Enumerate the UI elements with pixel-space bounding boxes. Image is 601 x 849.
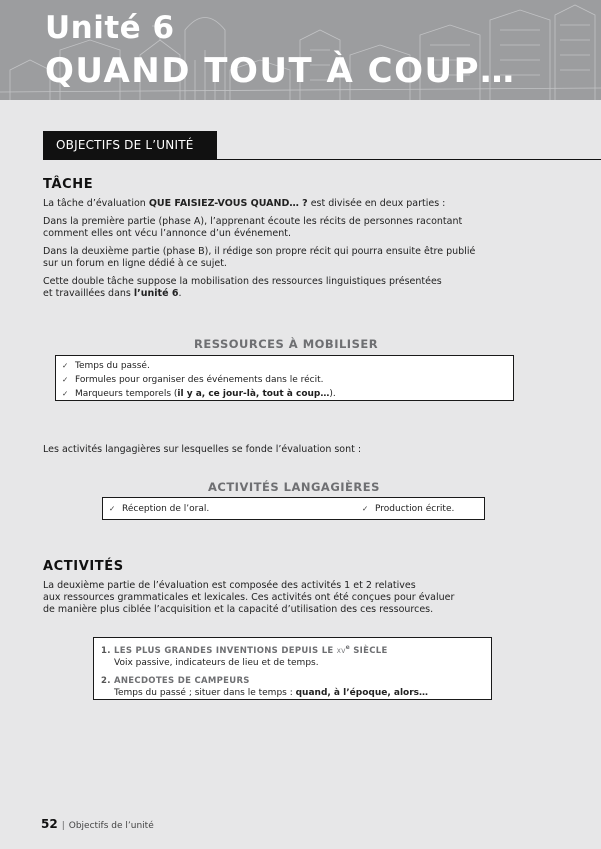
ressource-item: ✓ Formules pour organiser des événements dans le récit. (62, 375, 324, 385)
check-icon: ✓ (109, 504, 116, 513)
list-item-2-title: 2. ANECDOTES DE CAMPEURS (101, 675, 250, 686)
activites-paragraph: La deuxième partie de l’évaluation est composée des activités 1 et 2 relatives aux ressources grammaticales et lexicales. Ces activités ont été conçues pour évaluer de manière plus ciblée l’acquisition et la capacité d’utilisation des ces ressources. (43, 580, 455, 615)
unit-banner (0, 0, 601, 100)
activites-heading: ACTIVITÉS (43, 559, 124, 574)
ressources-box (55, 355, 514, 401)
footer-section: Objectifs de l’unité (68, 821, 154, 831)
activite-item: ✓ Réception de l’oral. (109, 504, 210, 514)
tache-paragraph-2: Dans la première partie (phase A), l’apprenant écoute les récits de personnes racontant comment elles ont vécu l’annonce d’un événement. (43, 216, 463, 239)
list-item-1-description: Voix passive, indicateurs de lieu et de temps. (114, 657, 319, 668)
page-number: 52 (41, 817, 58, 831)
list-item-1-title: 1. LES PLUS GRANDES INVENTIONS DEPUIS LE $xv^e$ SIÈCLE (101, 644, 388, 656)
unit-title: QUAND TOUT À COUP… (45, 51, 516, 91)
check-icon: ✓ (62, 375, 69, 384)
footer-separator: | (61, 821, 65, 831)
ressources-title: RESSOURCES À MOBILISER (194, 337, 379, 351)
activites-intro: Les activités langagières sur lesquelles se fonde l’évaluation sont : (43, 444, 362, 455)
unit-label: Unité 6 (45, 10, 175, 46)
list-item-2-description: Temps du passé ; situer dans le temps : quand, à l’époque, alors… (114, 687, 429, 698)
ressource-item: ✓ Marqueurs temporels (il y a, ce jour-là, tout à coup…). (62, 389, 336, 399)
activite-item: ✓ Production écrite. (362, 504, 455, 514)
tache-paragraph-4: Cette double tâche suppose la mobilisation des ressources linguistiques présentées et travaillées dans l’unité 6. (43, 276, 442, 299)
check-icon: ✓ (362, 504, 369, 513)
tache-heading: TÂCHE (43, 177, 94, 192)
tache-paragraph-1: La tâche d’évaluation QUE FAISIEZ-VOUS QUAND… ? est divisée en deux parties : (43, 198, 446, 209)
activites-langagieres-box (102, 497, 485, 520)
activites-langagieres-title: ACTIVITÉS LANGAGIÈRES (208, 480, 380, 494)
page-footer (41, 817, 154, 831)
objectives-heading: OBJECTIFS DE L’UNITÉ (43, 131, 217, 160)
check-icon: ✓ (62, 389, 69, 398)
check-icon: ✓ (62, 361, 69, 370)
objectives-rule (217, 159, 601, 160)
tache-paragraph-3: Dans la deuxième partie (phase B), il rédige son propre récit qui pourra ensuite être publié sur un forum en ligne dédié à ce sujet. (43, 246, 476, 269)
activities-list-box (93, 637, 492, 700)
ressource-item: ✓ Temps du passé. (62, 361, 150, 371)
